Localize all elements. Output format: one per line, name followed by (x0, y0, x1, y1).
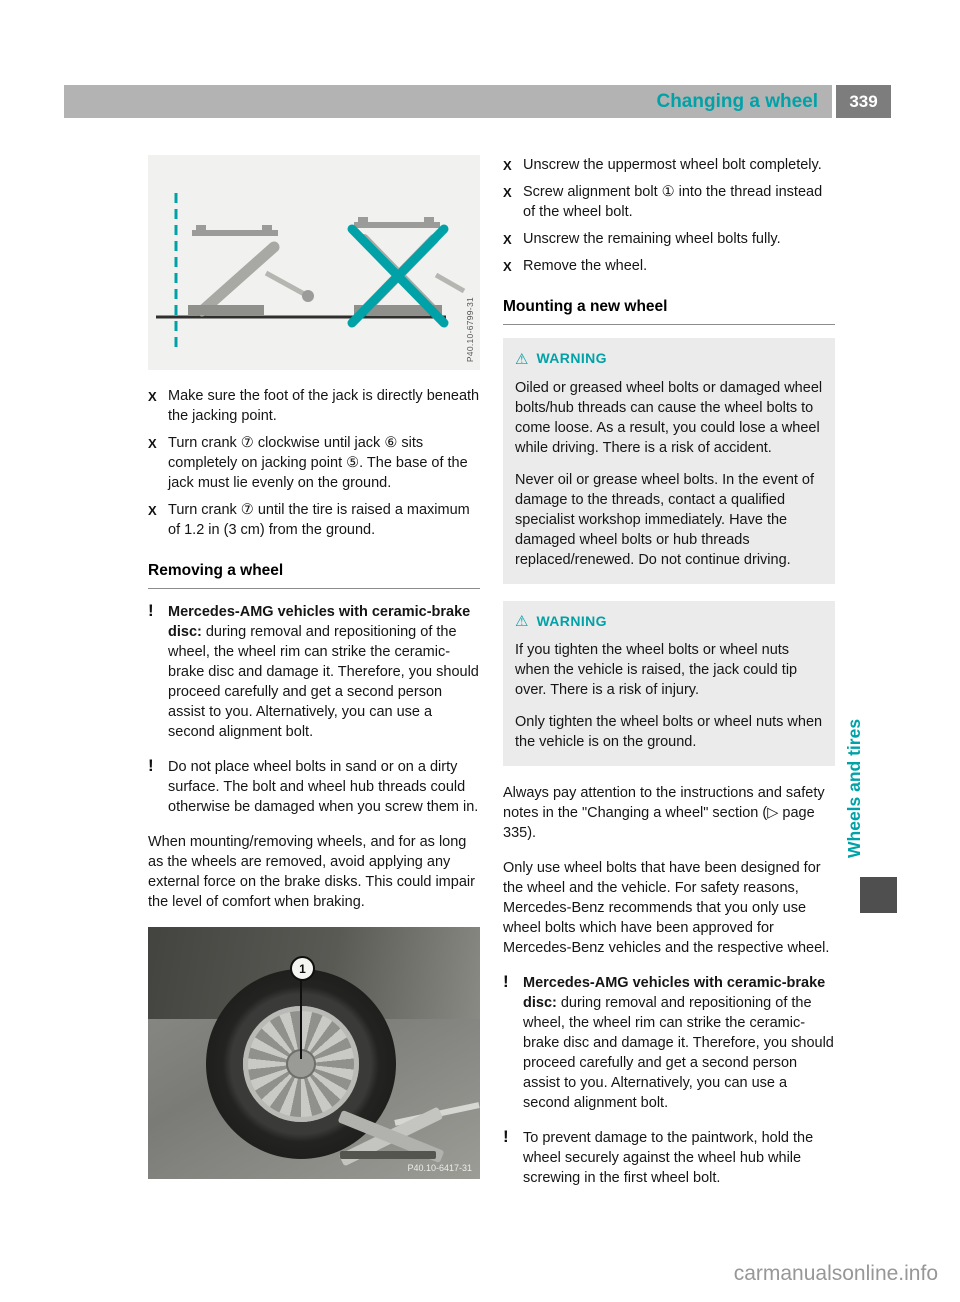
note-wheel-bolts (148, 757, 480, 817)
chapter-tab-label: Wheels and tires (844, 718, 864, 858)
note-body (523, 1128, 835, 1188)
section-heading-mounting-a-new-wheel: Mounting a new wheel (503, 296, 835, 325)
figure-caption: P40.10-6417-31 (407, 1162, 472, 1173)
warning-icon: ⚠ (515, 612, 529, 630)
wheel-photo (148, 927, 480, 1179)
warning-paragraph: Only tighten the wheel bolts or wheel nuts when the vehicle is on the ground. (515, 714, 823, 750)
warning-paragraph: Never oil or grease wheel bolts. In the event of damage to the threads, contact a qualified specialist workshop immediately. Have the damaged wheel bolts or hub threads replaced/renewed. Do not continue driving. (515, 471, 815, 568)
warning-label: WARNING (536, 350, 607, 367)
note-text: Do not place wheel bolts in sand or on a dirty surface. The bolt and wheel hub threads could otherwise be damaged when you screw them in. (168, 759, 479, 816)
jack-illustration-drawing (148, 155, 480, 370)
step-marker-icon: X (148, 389, 157, 404)
note-body (168, 602, 480, 742)
step-item (148, 433, 480, 493)
step-marker-icon: X (503, 259, 512, 274)
warning-icon: ⚠ (515, 350, 529, 368)
step-marker-icon: X (503, 158, 512, 173)
warning-label: WARNING (536, 612, 607, 629)
note-body (168, 757, 480, 817)
step-text: Unscrew the uppermost wheel bolt completely. (523, 157, 822, 173)
step-list (148, 386, 480, 540)
note-lead: Mercedes-AMG vehicles with ceramic-brake disc: (168, 604, 471, 641)
step-marker-icon: X (148, 503, 157, 518)
page-header-title: Changing a wheel (656, 90, 818, 112)
step-item (503, 155, 835, 175)
step-item (503, 256, 835, 276)
jack-base (340, 1151, 436, 1159)
figure-caption: P40.10-6799-31 (465, 296, 476, 362)
note-icon: ! (148, 601, 154, 621)
header-bar (64, 85, 832, 118)
warning-header (515, 349, 823, 368)
note-text: during removal and repositioning of the wheel, the wheel rim can strike the ceramic-brake disc and damage it. Therefore, you should proceed carefully and get a second person assist to you. Alternatively, you can use a second alignment bolt. (168, 624, 479, 741)
step-text: Remove the wheel. (523, 258, 648, 274)
step-text: Unscrew the remaining wheel bolts fully. (523, 231, 781, 247)
warning-header (515, 612, 823, 631)
note-lead: Mercedes-AMG vehicles with ceramic-brake disc: (523, 975, 826, 1011)
section-heading-removing-a-wheel: Removing a wheel (148, 560, 480, 589)
step-item (148, 386, 480, 426)
step-text: Make sure the foot of the jack is directly beneath the jacking point. (168, 388, 480, 424)
note-paintwork (503, 1128, 835, 1188)
step-item (148, 500, 480, 540)
jack-placement-illustration (148, 155, 480, 370)
chapter-tab-marker (860, 877, 897, 913)
step-text: Turn crank ⑦ clockwise until jack ⑥ sits completely on jacking point ⑤. The base of the jack must lie evenly on the ground. (168, 435, 468, 491)
step-list (503, 155, 835, 276)
paragraph-approved-bolts: Only use wheel bolts that have been designed for the wheel and the vehicle. For safety reasons, Mercedes-Benz recommends that you only use wheel bolts which have been approved for Mercedes-Benz vehicles and the respective wheel. (503, 860, 830, 956)
page-number: 339 (836, 85, 891, 118)
note-icon: ! (148, 756, 154, 776)
note-icon: ! (503, 1127, 509, 1146)
warning-box (503, 338, 835, 583)
paragraph-brake-disks: When mounting/removing wheels, and for as long as the wheels are removed, avoid applying any external force on the brake disks. This could impair the level of comfort when braking. (148, 834, 475, 911)
note-amg-ceramic (503, 973, 835, 1113)
step-marker-icon: X (503, 232, 512, 247)
note-text: To prevent damage to the paintwork, hold the wheel securely against the wheel hub while screwing in the first wheel bolt. (523, 1130, 814, 1186)
warning-paragraph: Oiled or greased wheel bolts or damaged wheel bolts/hub threads can cause the wheel bolts to come loose. As a result, you could lose a wheel while driving. There is a risk of accident. (515, 379, 823, 456)
step-item (503, 229, 835, 249)
callout-leader-line (300, 977, 302, 1059)
step-item (503, 182, 835, 222)
warning-paragraph: If you tighten the wheel bolts or wheel nuts when the vehicle is raised, the jack could tip over. There is a risk of injury. (515, 642, 798, 698)
step-marker-icon: X (503, 185, 512, 200)
left-column (148, 155, 480, 1179)
note-text: during removal and repositioning of the wheel, the wheel rim can strike the ceramic-brake disc and damage it. Therefore, you should proceed carefully and get a second person assist to you. Alternatively, you can use a second alignment bolt. (523, 995, 834, 1111)
paragraph-safety-notes: Always pay attention to the instructions and safety notes in the "Changing a wheel" section (▷ page 335). (503, 785, 825, 841)
note-amg-ceramic (148, 602, 480, 742)
step-text: Turn crank ⑦ until the tire is raised a maximum of 1.2 in (3 cm) from the ground. (168, 502, 470, 538)
note-body (523, 973, 835, 1113)
right-column (503, 155, 835, 1203)
watermark: carmanualsonline.info (733, 1262, 938, 1285)
step-text: Screw alignment bolt ① into the thread instead of the wheel bolt. (523, 184, 823, 220)
warning-box (503, 601, 835, 766)
callout-1-badge: 1 (290, 956, 315, 981)
step-marker-icon: X (148, 436, 157, 451)
note-icon: ! (503, 972, 509, 991)
